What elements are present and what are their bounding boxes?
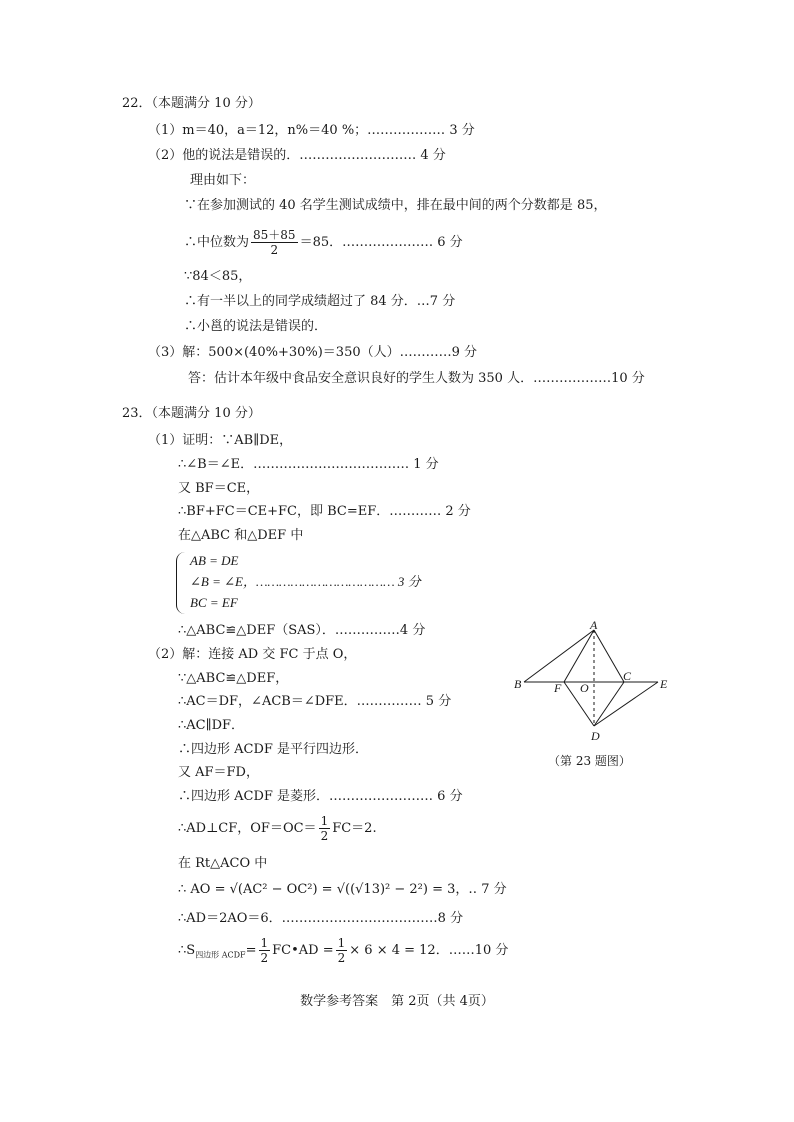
half-fraction-a: $\frac{1}{2}$ (260, 936, 269, 965)
fraction-numerator: 1 (320, 814, 329, 828)
q22-line-6: ∵84＜85， (184, 269, 252, 284)
q22-line-7: ∴有一半以上的同学成绩超过了 84 分．…7 分 (184, 294, 456, 309)
area-eq: = (245, 943, 257, 958)
label-o: O (580, 681, 589, 695)
label-c: C (623, 669, 632, 683)
q23-line-9: ∴AC＝DF，∠ACB＝∠DFE．…………… 5 分 (178, 694, 452, 709)
segment-ab (524, 630, 594, 682)
half-fraction (319, 814, 331, 843)
q23-line-2: ∴∠B＝∠E．……………………………… 1 分 (178, 457, 439, 472)
area-middle: FC•AD = (272, 943, 334, 958)
q22-line-1: （1）m＝40，a＝12，n%＝40 %；……………… 3 分 (148, 123, 475, 138)
q22-line-4: ∵在参加测试的 40 名学生测试成绩中，排在最中间的两个分数都是 85， (184, 198, 607, 213)
q23-line-1: （1）证明：∵AB∥DE， (148, 433, 293, 448)
label-d: D (591, 729, 600, 743)
segment-ac (594, 630, 624, 682)
perp-result: FC＝2. (332, 821, 377, 836)
q22-line-9: （3）解：500×(40%+30%)＝350（人）…………9 分 (148, 345, 478, 360)
label-a: A (590, 620, 598, 632)
q23-line-17: ∴AD＝2AO＝6．………………………………8 分 (178, 911, 464, 926)
label-b: B (514, 677, 522, 691)
q23-line-11: ∴四边形 ACDF 是平行四边形． (178, 742, 369, 757)
q23-line-12: 又 AF＝FD， (178, 765, 259, 780)
q22-line-10: 答：估计本年级中食品安全意识良好的学生人数为 350 人．………………10 分 (188, 371, 645, 386)
q23-header: 23．（本题满分 10 分） (122, 406, 261, 421)
q22-header: 22．（本题满分 10 分） (122, 96, 261, 111)
q23-line-7: （2）解：连接 AD 交 FC 于点 O， (148, 647, 357, 662)
page-footer: 数学参考答案 第 2页（共 4页） (300, 994, 494, 1009)
figure-caption: （第 23 题图） (548, 754, 631, 768)
q23-line-6: ∴△ABC≌△DEF（SAS）．……………4 分 (178, 623, 426, 638)
q23-line-5: 在△ABC 和△DEF 中 (178, 528, 304, 543)
q23-line-10: ∴AC∥DF． (178, 718, 245, 733)
q23-line-4: ∴BF+FC＝CE+FC，即 BC=EF．………… 2 分 (178, 504, 471, 519)
segment-de (594, 682, 658, 726)
label-f: F (554, 681, 562, 695)
segment-cd (594, 682, 624, 726)
segment-fd (564, 682, 594, 726)
system-eq-3: BC = EF (190, 595, 238, 610)
median-fraction (251, 228, 298, 257)
q22-line-3: 理由如下： (190, 173, 256, 188)
q23-line-18 (178, 934, 508, 968)
q23-line-16: ∴ AO = √(AC² − OC²) = √((√13)² − 2²) = 3，‥ 7 分 (178, 882, 507, 897)
perp-statement: ∴AD⊥CF，OF＝OC＝ (178, 821, 317, 836)
q22-line-8: ∴小邕的说法是错误的． (184, 319, 328, 334)
q23-line-3: 又 BF＝CE， (178, 481, 260, 496)
q23-line-8: ∵△ABC≌△DEF， (178, 671, 289, 686)
system-eq-2: ∠B = ∠E，……………………………… 3 分 (190, 574, 421, 589)
fraction-numerator: 85＋85 (253, 228, 296, 242)
area-subscript: 四边形 ACDF (195, 950, 246, 960)
q22-line-2: （2）他的说法是错误的．……………………… 4 分 (148, 148, 446, 163)
half-fraction-b: $\frac{1}{2}$ (337, 936, 346, 965)
fraction-denominator: 2 (320, 829, 329, 843)
median-label: ∴中位数为 (184, 235, 250, 250)
geometry-figure (510, 620, 680, 745)
q22-line-5 (184, 226, 463, 260)
q23-line-15: 在 Rt△ACO 中 (178, 856, 268, 871)
q23-line-13: ∴四边形 ACDF 是菱形．…………………… 6 分 (178, 789, 463, 804)
q23-line-14 (178, 812, 377, 846)
system-brace (176, 552, 185, 614)
median-result: ＝85．………………… 6 分 (299, 235, 463, 250)
area-symbol: ∴S (178, 943, 196, 958)
area-result: × 6 × 4 = 12．……10 分 (349, 943, 509, 958)
system-eq-1: AB = DE (190, 553, 239, 568)
label-e: E (660, 677, 668, 691)
segment-af (564, 630, 594, 682)
fraction-denominator: 2 (270, 243, 279, 257)
